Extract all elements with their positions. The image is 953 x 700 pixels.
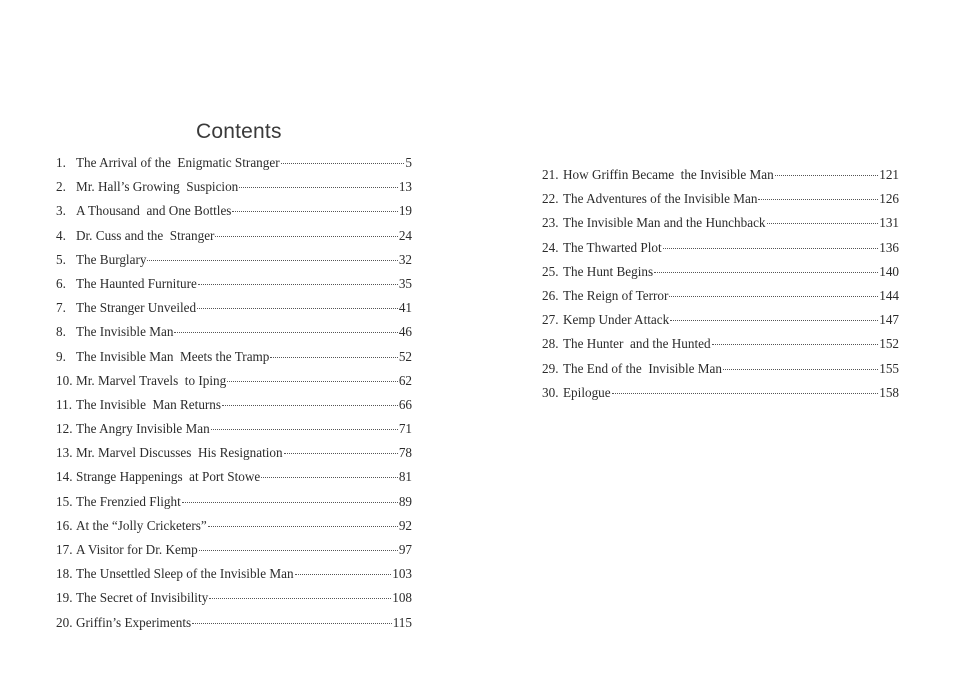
page-number: 35: [398, 275, 412, 291]
chapter-title: The Angry Invisible Man: [76, 421, 210, 437]
toc-entry: [56, 224, 412, 248]
dot-leader: [775, 175, 879, 176]
chapter-number: 27.: [542, 312, 559, 328]
dot-leader: [222, 405, 398, 406]
dot-leader: [669, 296, 878, 297]
dot-leader: [723, 369, 878, 370]
page-number: 97: [398, 542, 412, 557]
chapter-title: The Invisible Man Meets the Tramp: [76, 348, 270, 364]
toc-entry: [542, 211, 899, 235]
chapter-number: 8.: [56, 324, 66, 340]
chapter-number: 19.: [56, 590, 73, 606]
dot-leader: [758, 199, 878, 200]
page-number: 52: [398, 348, 412, 364]
toc-entry: [56, 514, 412, 538]
dot-leader: [232, 211, 397, 212]
dot-leader: [295, 574, 392, 575]
page-number: 71: [398, 421, 412, 437]
chapter-number: 3.: [56, 203, 66, 219]
chapter-title: The Hunter and the Hunted: [563, 336, 711, 352]
dot-leader: [284, 453, 398, 454]
page-number: 62: [398, 372, 412, 388]
chapter-title: The Stranger Unveiled: [76, 300, 197, 316]
dot-leader: [270, 357, 397, 358]
chapter-number: 21.: [542, 167, 559, 182]
toc-entry: [542, 187, 899, 211]
page-number: 121: [879, 167, 899, 182]
chapter-number: 25.: [542, 263, 559, 279]
chapter-number: 26.: [542, 287, 559, 303]
toc-entry: [56, 490, 412, 514]
dot-leader: [199, 550, 398, 551]
chapter-title: A Visitor for Dr. Kemp: [76, 542, 198, 557]
dot-leader: [147, 260, 397, 261]
dot-leader: [182, 502, 398, 503]
chapter-number: 22.: [542, 191, 559, 207]
chapter-number: 24.: [542, 239, 559, 255]
chapter-number: 4.: [56, 227, 66, 243]
chapter-title: The Invisible Man: [76, 324, 174, 340]
page-number: 78: [398, 445, 412, 461]
toc-entry: [56, 369, 412, 393]
dot-leader: [670, 320, 878, 321]
chapter-number: 28.: [542, 336, 559, 352]
chapter-number: 11.: [56, 396, 72, 412]
chapter-title: At the “Jolly Cricketers”: [76, 517, 207, 533]
page-number: 126: [879, 191, 899, 207]
chapter-title: The Arrival of the Enigmatic Stranger: [76, 155, 280, 170]
toc-entry: [56, 272, 412, 296]
chapter-number: 2.: [56, 179, 66, 195]
dot-leader: [654, 272, 878, 273]
chapter-number: 6.: [56, 275, 66, 291]
dot-leader: [211, 429, 398, 430]
toc-entry: [56, 248, 412, 272]
dot-leader: [663, 248, 879, 249]
chapter-title: Griffin’s Experiments: [76, 614, 192, 630]
page-number: 89: [398, 493, 412, 509]
page-number: 92: [398, 517, 412, 533]
chapter-number: 13.: [56, 445, 73, 461]
chapter-number: 30.: [542, 384, 559, 400]
page-number: 81: [398, 469, 412, 485]
page-number: 147: [879, 312, 899, 328]
toc-entry: [542, 381, 899, 405]
page-number: 13: [398, 179, 412, 195]
page-number: 152: [879, 336, 899, 352]
page-number: 41: [398, 300, 412, 316]
chapter-title: A Thousand and One Bottles: [76, 203, 232, 219]
dot-leader: [215, 236, 397, 237]
chapter-title: The Hunt Begins: [563, 263, 654, 279]
chapter-title: The Adventures of the Invisible Man: [563, 191, 758, 207]
chapter-number: 23.: [542, 215, 559, 231]
chapter-title: The Secret of Invisibility: [76, 590, 209, 606]
dot-leader: [227, 381, 398, 382]
toc-entry: [56, 465, 412, 489]
toc-entry: [56, 441, 412, 465]
page-number: 32: [398, 251, 412, 267]
toc-entry: [56, 199, 412, 223]
chapter-number: 1.: [56, 155, 66, 170]
toc-entry: [56, 538, 412, 562]
page-number: 131: [879, 215, 899, 231]
chapter-title: The Invisible Man and the Hunchback: [563, 215, 766, 231]
toc-entry: [542, 308, 899, 332]
chapter-number: 7.: [56, 300, 66, 316]
chapter-number: 20.: [56, 614, 73, 630]
chapter-title: Mr. Marvel Discusses His Resignation: [76, 445, 283, 461]
chapter-number: 9.: [56, 348, 66, 364]
chapter-title: Mr. Hall’s Growing Suspicion: [76, 179, 239, 195]
chapter-title: The Frenzied Flight: [76, 493, 181, 509]
chapter-number: 5.: [56, 251, 66, 267]
toc-entry: [56, 151, 412, 175]
toc-entry: [56, 296, 412, 320]
toc-entry: [56, 345, 412, 369]
chapter-title: The End of the Invisible Man: [563, 360, 722, 376]
chapter-title: Mr. Marvel Travels to Iping: [76, 372, 227, 388]
dot-leader: [712, 344, 879, 345]
chapter-title: The Thwarted Plot: [563, 239, 662, 255]
page-number: 108: [392, 590, 412, 606]
page-number: 66: [398, 396, 412, 412]
page-number: 140: [879, 263, 899, 279]
chapter-number: 16.: [56, 517, 73, 533]
chapter-title: The Invisible Man Returns: [76, 396, 222, 412]
chapter-title: Strange Happenings at Port Stowe: [76, 469, 261, 485]
page-number: 155: [879, 360, 899, 376]
chapter-number: 15.: [56, 493, 73, 509]
toc-entry: [56, 175, 412, 199]
page-number: 19: [398, 203, 412, 219]
toc-entry: [542, 357, 899, 381]
dot-leader: [209, 598, 391, 599]
page-number: 144: [879, 287, 899, 303]
page-title: Contents: [196, 120, 282, 144]
toc-entry: [542, 332, 899, 356]
chapter-title: Epilogue: [563, 384, 611, 400]
toc-entry: [542, 284, 899, 308]
page-number: 158: [879, 384, 899, 400]
dot-leader: [239, 187, 398, 188]
page-number: 136: [879, 239, 899, 255]
page-number: 5: [405, 155, 412, 170]
toc-entry: [56, 320, 412, 344]
toc-entry: [56, 586, 412, 610]
toc-entry: [542, 236, 899, 260]
dot-leader: [612, 393, 879, 394]
chapter-number: 14.: [56, 469, 73, 485]
chapter-title: How Griffin Became the Invisible Man: [563, 167, 774, 182]
page-number: 103: [392, 566, 412, 582]
chapter-number: 10.: [56, 372, 73, 388]
chapter-number: 12.: [56, 421, 73, 437]
dot-leader: [192, 623, 392, 624]
dot-leader: [281, 163, 405, 164]
toc-entry: [56, 611, 412, 635]
chapter-number: 18.: [56, 566, 73, 582]
toc-entry: [542, 260, 899, 284]
dot-leader: [208, 526, 398, 527]
toc-entry: [56, 393, 412, 417]
toc-entry: [56, 562, 412, 586]
dot-leader: [767, 223, 879, 224]
page-number: 46: [398, 324, 412, 340]
dot-leader: [198, 284, 398, 285]
chapter-title: The Unsettled Sleep of the Invisible Man: [76, 566, 294, 582]
dot-leader: [174, 332, 397, 333]
chapter-number: 17.: [56, 542, 73, 557]
chapter-number: 29.: [542, 360, 559, 376]
dot-leader: [197, 308, 398, 309]
toc-left-column: [56, 151, 412, 635]
toc-right-column: [542, 163, 899, 405]
toc-entry: [542, 163, 899, 187]
chapter-title: Kemp Under Attack: [563, 312, 670, 328]
chapter-title: Dr. Cuss and the Stranger: [76, 227, 215, 243]
chapter-title: The Reign of Terror: [563, 287, 669, 303]
chapter-title: The Burglary: [76, 251, 147, 267]
chapter-title: The Haunted Furniture: [76, 275, 197, 291]
page-number: 24: [398, 227, 412, 243]
toc-entry: [56, 417, 412, 441]
dot-leader: [261, 477, 398, 478]
page-number: 115: [392, 614, 412, 630]
